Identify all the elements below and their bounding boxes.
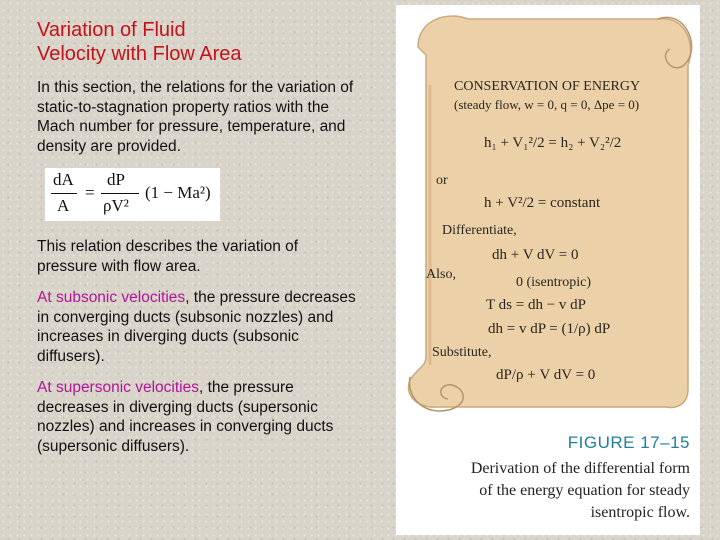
supersonic-highlight: At supersonic velocities: [37, 379, 199, 396]
formula-den-rhoV2: ρV²: [103, 196, 129, 215]
caption-line-2: of the energy equation for steady: [479, 482, 690, 499]
caption-line-3: isentropic flow.: [590, 504, 690, 521]
formula-parenthesis: (1 − Ma²): [145, 183, 211, 202]
text-column: [37, 18, 362, 468]
subsonic-paragraph: [37, 288, 362, 366]
figure-caption: [390, 433, 690, 524]
or-label: or: [436, 173, 448, 188]
title-line-1: Variation of Fluid: [37, 19, 186, 41]
subsonic-text: , the pressure decreases in converging ducts (subsonic nozzles) and increases in diverging ducts (subsonic diffusers).: [37, 289, 356, 365]
area-pressure-formula: [45, 168, 220, 221]
supersonic-paragraph: [37, 378, 362, 456]
title-line-2: Velocity with Flow Area: [37, 43, 242, 65]
page-title: [37, 18, 362, 66]
equation-dh: dh = v dP = (1/ρ) dP: [488, 321, 611, 337]
relation-paragraph: This relation describes the variation of pressure with flow area.: [37, 238, 299, 275]
equation-gibbs: T ds = dh − v dP: [486, 297, 586, 313]
supersonic-text: , the pressure decreases in diverging ducts (supersonic nozzles) and increases in converging ducts (supersonic diffusers).: [37, 379, 334, 455]
scroll-illustration: [396, 5, 700, 425]
formula-den-A: A: [57, 196, 70, 215]
caption-line-1: Derivation of the differential form: [470, 460, 690, 477]
figure-panel: [396, 5, 700, 535]
isentropic-label: 0 (isentropic): [516, 275, 592, 290]
substitute-label: Substitute,: [432, 345, 492, 360]
formula-num-dP: dP: [107, 170, 125, 189]
differentiate-label: Differentiate,: [442, 223, 517, 238]
equation-constant-enthalpy: h + V²/2 = constant: [484, 195, 601, 211]
equation-differential: dh + V dV = 0: [492, 247, 579, 263]
also-label: Also,: [426, 267, 456, 282]
intro-paragraph: In this section, the relations for the variation of static-to-stagnation property ratios with the Mach number for pressure, temperature, and density are provided.: [37, 79, 354, 155]
equation-result: dP/ρ + V dV = 0: [496, 367, 596, 383]
figure-number: FIGURE 17–15: [567, 433, 690, 452]
energy-conditions: (steady flow, w = 0, q = 0, Δpe = 0): [454, 97, 640, 112]
subsonic-highlight: At subsonic velocities: [37, 289, 186, 306]
formula-fraction-line-1: [51, 193, 77, 194]
equation-energy-balance: h₁ + V₁²/2 = h₂ + V₂²/2: [484, 135, 622, 151]
formula-fraction-line-2: [101, 193, 139, 194]
formula-num-dA: dA: [53, 170, 74, 189]
formula-equals: =: [85, 183, 95, 202]
energy-heading: CONSERVATION OF ENERGY: [454, 79, 641, 94]
